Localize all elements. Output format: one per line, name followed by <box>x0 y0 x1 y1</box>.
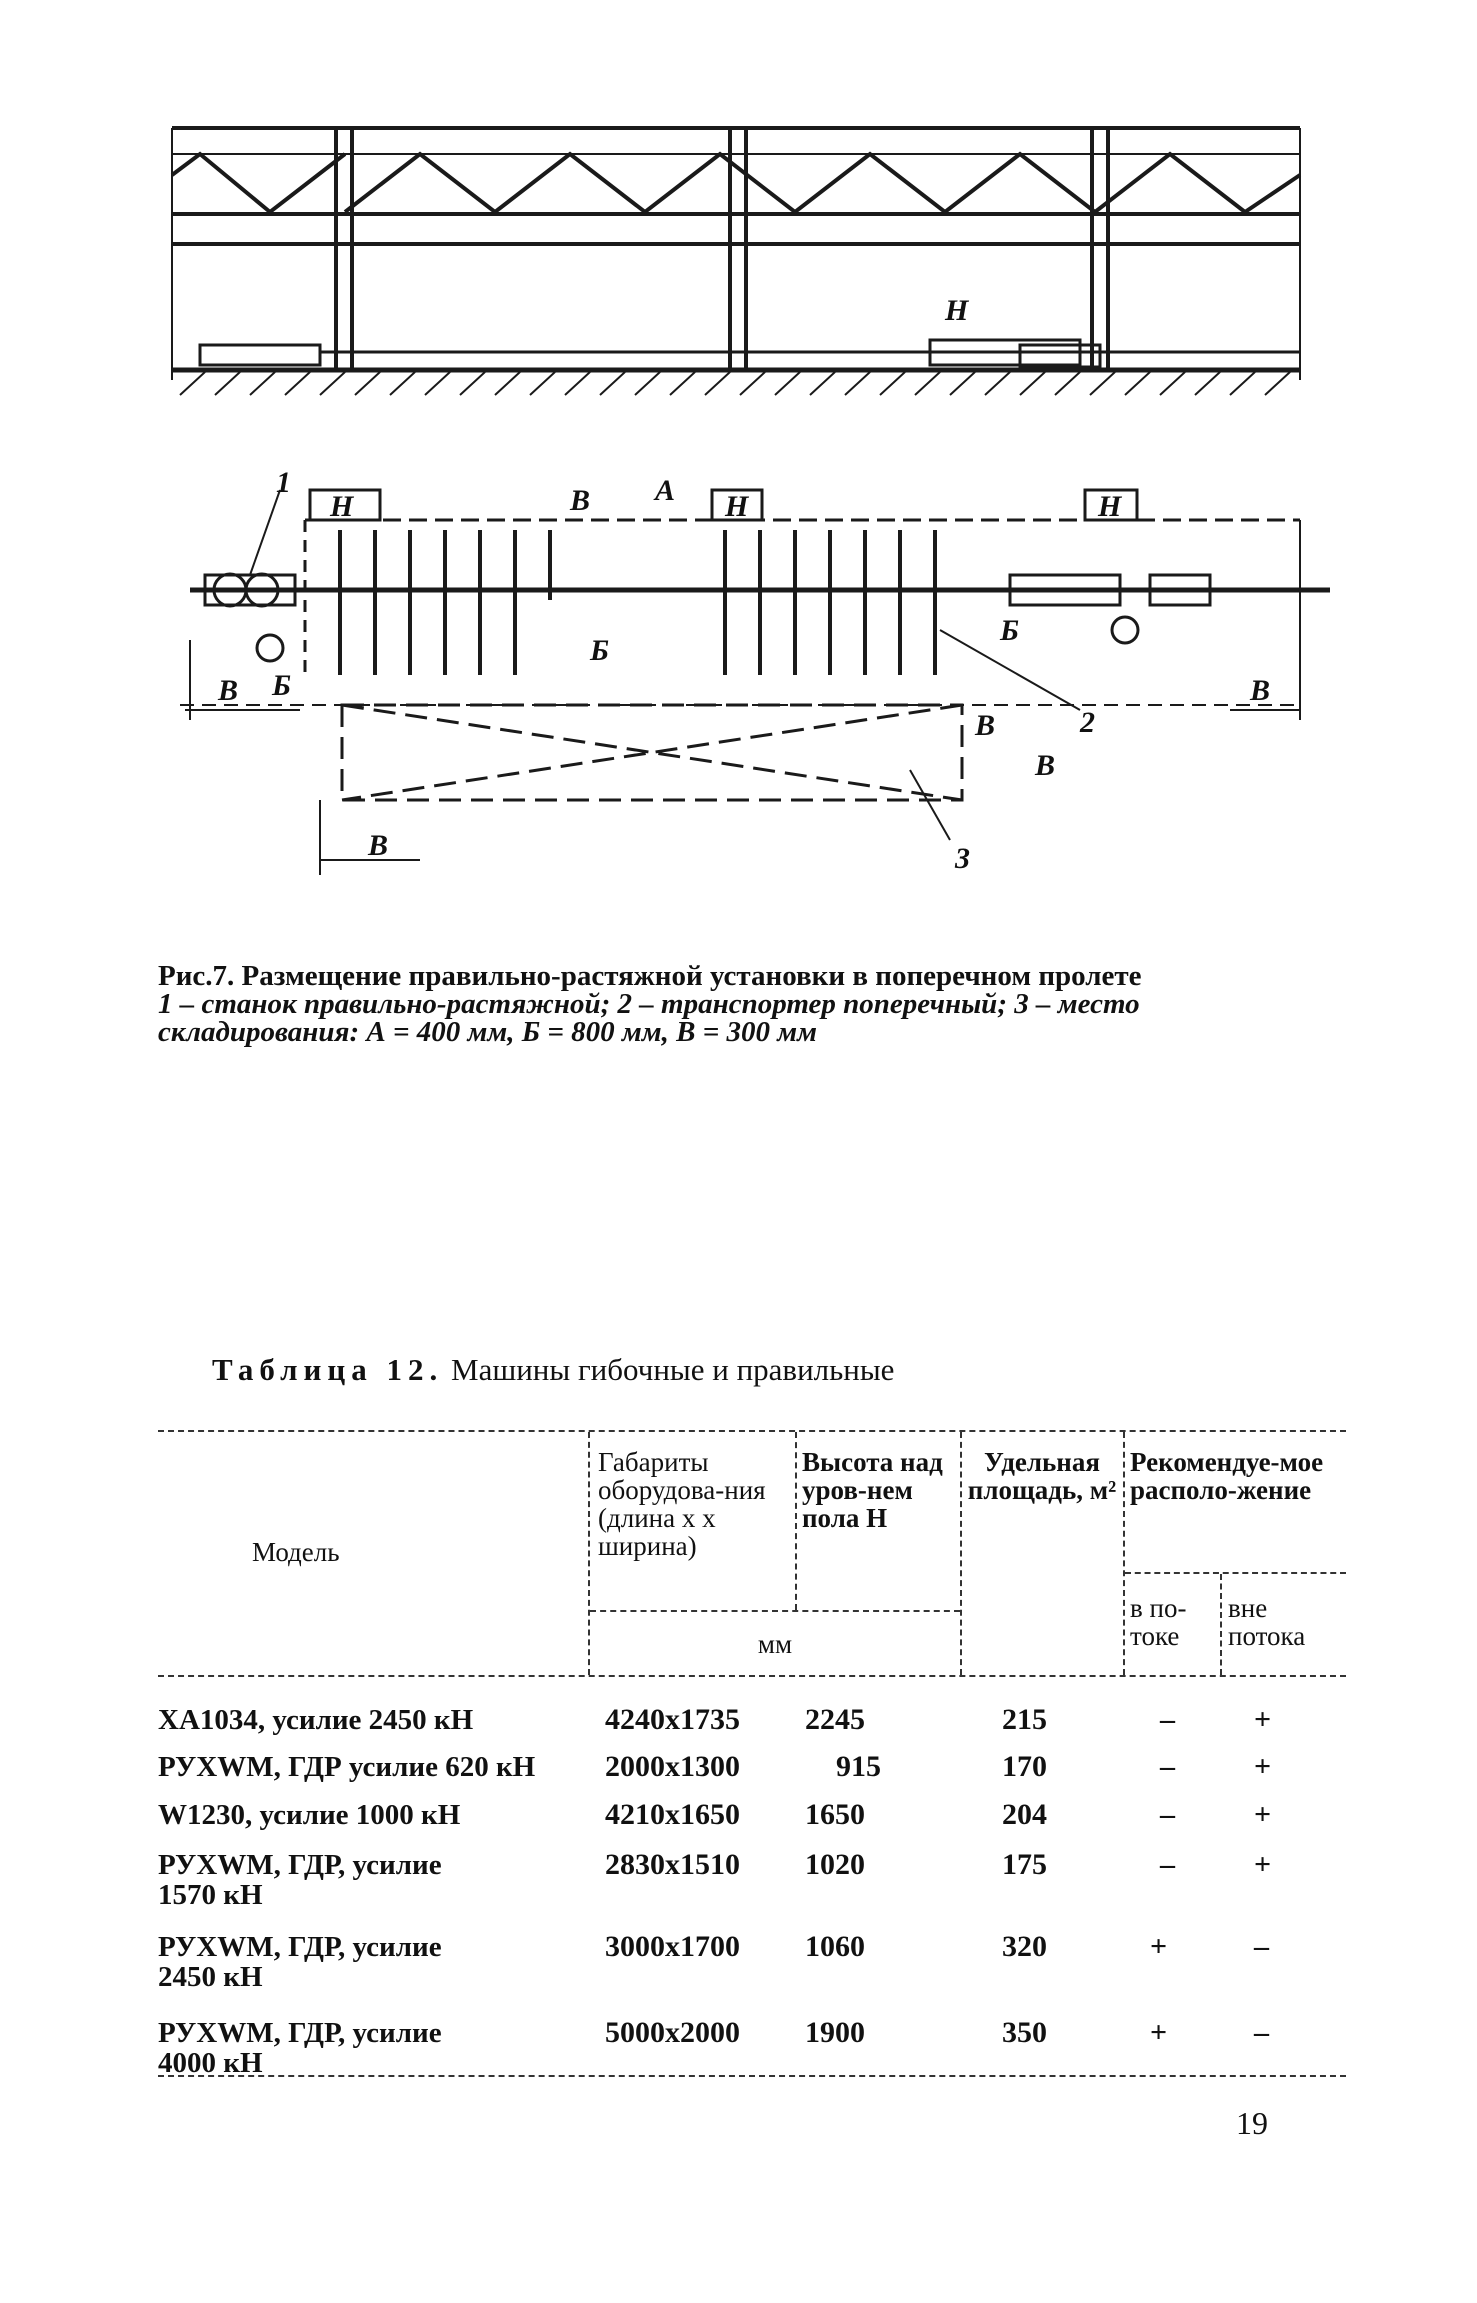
cell-height: 915 <box>836 1750 881 1783</box>
elevation-view <box>172 128 1300 395</box>
label-v-2: В <box>1250 674 1271 707</box>
cell-in-flow: – <box>1160 1848 1175 1881</box>
label-v-3: В <box>368 829 389 862</box>
header-dims: Габариты оборудова-ния (длина х х ширина) <box>598 1447 766 1561</box>
cell-model: ХА1034, усилие 2450 кН <box>158 1704 474 1736</box>
label-item-2: 2 <box>1080 706 1095 739</box>
cell-height: 2245 <box>805 1703 865 1736</box>
header-height: Высота над уров-нем пола Н <box>802 1447 943 1533</box>
label-v-4: В <box>570 484 591 517</box>
cell-out-flow: + <box>1254 1798 1272 1831</box>
header-out-flow: вне потока <box>1228 1593 1306 1651</box>
cell-out-flow: + <box>1254 1703 1272 1736</box>
cell-dims: 5000х2000 <box>605 2016 740 2049</box>
plan-view <box>180 490 1330 875</box>
cell-area: 320 <box>1002 1930 1047 1963</box>
caption-legend: 1 – станок правильно-растяжной; 2 – транспортер поперечный; 3 – место складирования: А = 400 мм, Б = 800 мм, В = 300 мм <box>158 988 1140 1048</box>
caption-title: Рис.7. Размещение правильно-растяжной установки в поперечном пролете <box>158 960 1142 992</box>
page-number: 19 <box>1236 2105 1268 2141</box>
cell-height: 1900 <box>805 2016 865 2049</box>
cell-dims: 4210х1650 <box>605 1798 740 1831</box>
label-h-1: Н <box>330 490 354 523</box>
cell-out-flow: – <box>1254 1930 1269 1963</box>
label-b-1: Б <box>272 669 292 702</box>
cell-height: 1650 <box>805 1798 865 1831</box>
cell-height: 1060 <box>805 1930 865 1963</box>
cell-out-flow: + <box>1254 1750 1272 1783</box>
cell-dims: 2830х1510 <box>605 1848 740 1881</box>
cell-area: 350 <box>1002 2016 1047 2049</box>
cell-dims: 2000х1300 <box>605 1750 740 1783</box>
label-h-3: Н <box>1098 490 1122 523</box>
cell-model: W1230, усилие 1000 кН <box>158 1799 461 1831</box>
cell-dims: 4240х1735 <box>605 1703 740 1736</box>
header-in-flow: в по-токе <box>1130 1593 1187 1651</box>
cell-area: 204 <box>1002 1798 1047 1831</box>
label-item-3: 3 <box>955 842 970 875</box>
label-a: А <box>655 474 676 507</box>
cell-in-flow: + <box>1150 2016 1168 2049</box>
cell-in-flow: – <box>1160 1703 1175 1736</box>
table-caption: Машины гибочные и правильные <box>451 1352 895 1387</box>
label-v-1: В <box>218 674 239 707</box>
label-b-3: Б <box>1000 614 1020 647</box>
cell-dims: 3000х1700 <box>605 1930 740 1963</box>
cell-model: РУХWМ, ГДР, усилие 4000 кН <box>158 2017 442 2079</box>
cell-area: 215 <box>1002 1703 1047 1736</box>
cell-in-flow: – <box>1160 1798 1175 1831</box>
figure-caption <box>158 962 1288 1046</box>
table-label: Таблица 12. <box>212 1352 444 1387</box>
label-v-5: В <box>975 709 996 742</box>
cell-height: 1020 <box>805 1848 865 1881</box>
cell-model: РУХWМ, ГДР усилие 620 кН <box>158 1751 536 1783</box>
cell-model: РУХWМ, ГДР, усилие 1570 кН <box>158 1849 442 1911</box>
header-unit-mm: мм <box>757 1629 793 1659</box>
cell-area: 175 <box>1002 1848 1047 1881</box>
cell-model: РУХWМ, ГДР, усилие 2450 кН <box>158 1931 442 1993</box>
header-placement: Рекомендуе-мое располо-жение <box>1130 1447 1324 1505</box>
label-v-6: В <box>1035 749 1056 782</box>
cell-out-flow: + <box>1254 1848 1272 1881</box>
technical-drawing <box>0 0 1477 900</box>
cell-in-flow: + <box>1150 1930 1168 1963</box>
header-model: Модель <box>252 1537 340 1567</box>
header-area: Удельная площадь, м² <box>967 1447 1117 1505</box>
label-h-2: Н <box>725 490 749 523</box>
cell-out-flow: – <box>1254 2016 1269 2049</box>
label-h-elev: Н <box>945 294 969 327</box>
table-title <box>212 1352 894 1388</box>
cell-in-flow: – <box>1160 1750 1175 1783</box>
label-item-1: 1 <box>276 466 291 499</box>
cell-area: 170 <box>1002 1750 1047 1783</box>
label-b-2: Б <box>590 634 610 667</box>
